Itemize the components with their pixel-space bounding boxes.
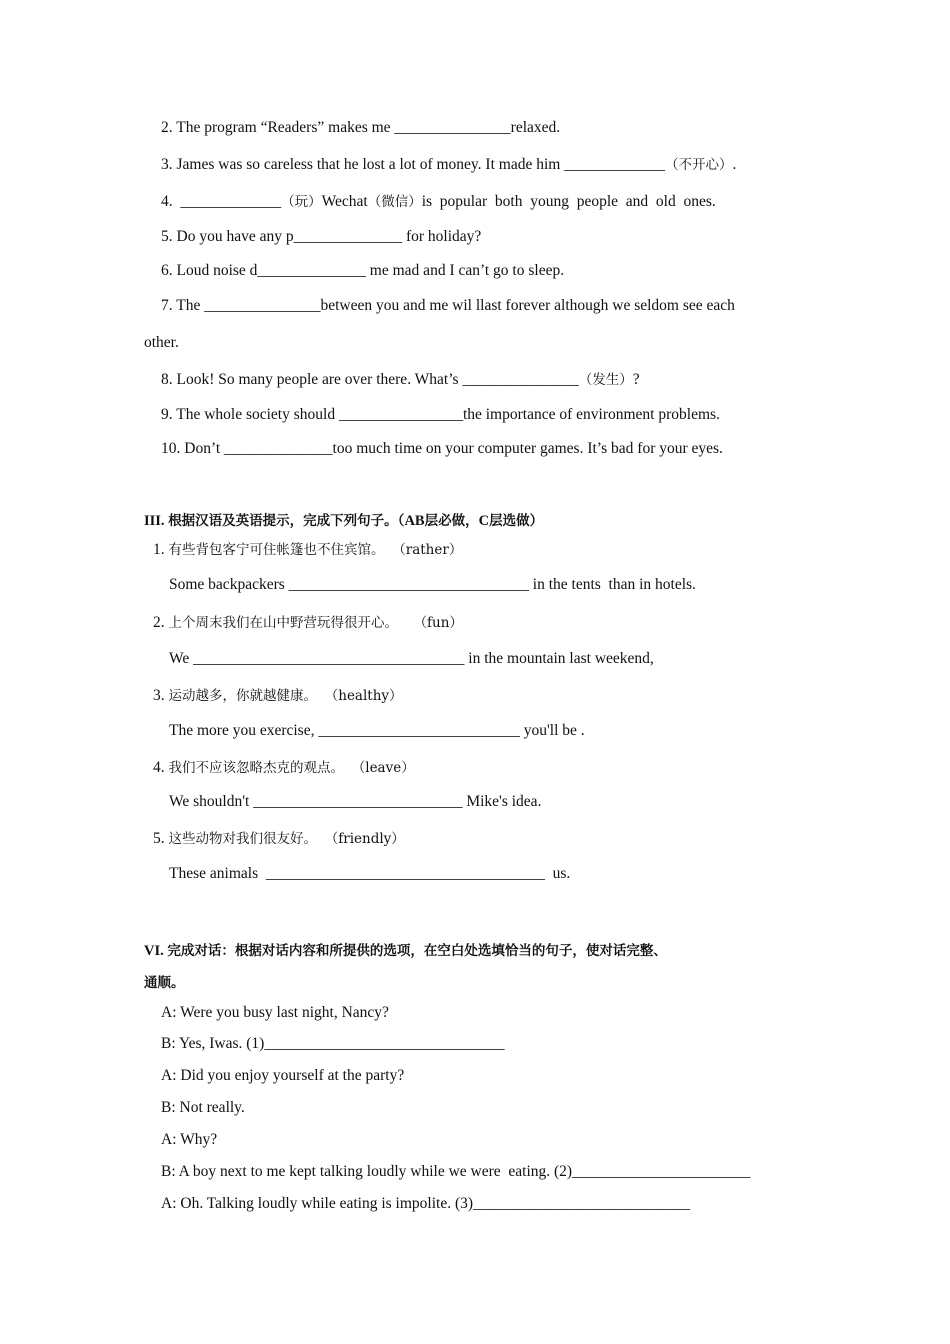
- question-5: 5. Do you have any p______________ for holiday?: [161, 228, 482, 245]
- question-9: 9. The whole society should ________________the importance of environment problems.: [161, 406, 720, 423]
- translation-3-answer: The more you exercise, __________________________ you'll be .: [169, 722, 585, 739]
- dialogue-line: A: Did you enjoy yourself at the party?: [161, 1067, 405, 1084]
- section-6-heading: VI. 完成对话：根据对话内容和所提供的选项，在空白处选填恰当的句子，使对话完整、: [144, 943, 667, 959]
- question-6: 6. Loud noise d______________ me mad and I can’t go to sleep.: [161, 262, 565, 279]
- dialogue-line: B: Yes, Iwas. (1)_______________________________: [161, 1035, 505, 1052]
- dialogue-line: A: Why?: [161, 1131, 218, 1148]
- question-2: 2. The program “Readers” makes me _______________relaxed.: [161, 119, 561, 136]
- translation-2-prompt: 2. 上个周末我们在山中野营玩得很开心。 （fun）: [153, 614, 463, 631]
- translation-4-prompt: 4. 我们不应该忽略杰克的观点。 （leave）: [153, 759, 415, 776]
- translation-4-answer: We shouldn't ___________________________ Mike's idea.: [169, 793, 542, 810]
- dialogue-line: B: A boy next to me kept talking loudly while we were eating. (2)_______________________: [161, 1163, 751, 1180]
- translation-2-answer: We ___________________________________ in the mountain last weekend,: [169, 650, 654, 667]
- section-3-heading: III. 根据汉语及英语提示，完成下列句子。（AB层必做，C层选做）: [144, 513, 544, 529]
- translation-5-prompt: 5. 这些动物对我们很友好。 （friendly）: [153, 830, 405, 847]
- translation-5-answer: These animals ____________________________________ us.: [169, 865, 571, 882]
- question-4: 4. _____________（玩）Wechat（微信）is popular both young people and old ones.: [161, 193, 716, 210]
- translation-1-answer: Some backpackers _______________________________ in the tents than in hotels.: [169, 576, 696, 593]
- question-7-continuation: other.: [144, 334, 179, 351]
- section-6-heading-line2: 通顺。: [144, 975, 185, 991]
- translation-3-prompt: 3. 运动越多，你就越健康。 （healthy）: [153, 687, 403, 704]
- question-8: 8. Look! So many people are over there. What’s _______________（发生）?: [161, 371, 640, 388]
- question-10: 10. Don’t ______________too much time on your computer games. It’s bad for your eyes.: [161, 440, 723, 457]
- translation-1-prompt: 1. 有些背包客宁可住帐篷也不住宾馆。 （rather）: [153, 541, 463, 558]
- question-7: 7. The _______________between you and me wil llast forever although we seldom see each: [161, 297, 735, 314]
- dialogue-line: A: Were you busy last night, Nancy?: [161, 1004, 389, 1021]
- dialogue-line: A: Oh. Talking loudly while eating is impolite. (3)____________________________: [161, 1195, 691, 1212]
- question-3: 3. James was so careless that he lost a lot of money. It made him _____________（不开心）.: [161, 156, 737, 173]
- dialogue-line: B: Not really.: [161, 1099, 245, 1116]
